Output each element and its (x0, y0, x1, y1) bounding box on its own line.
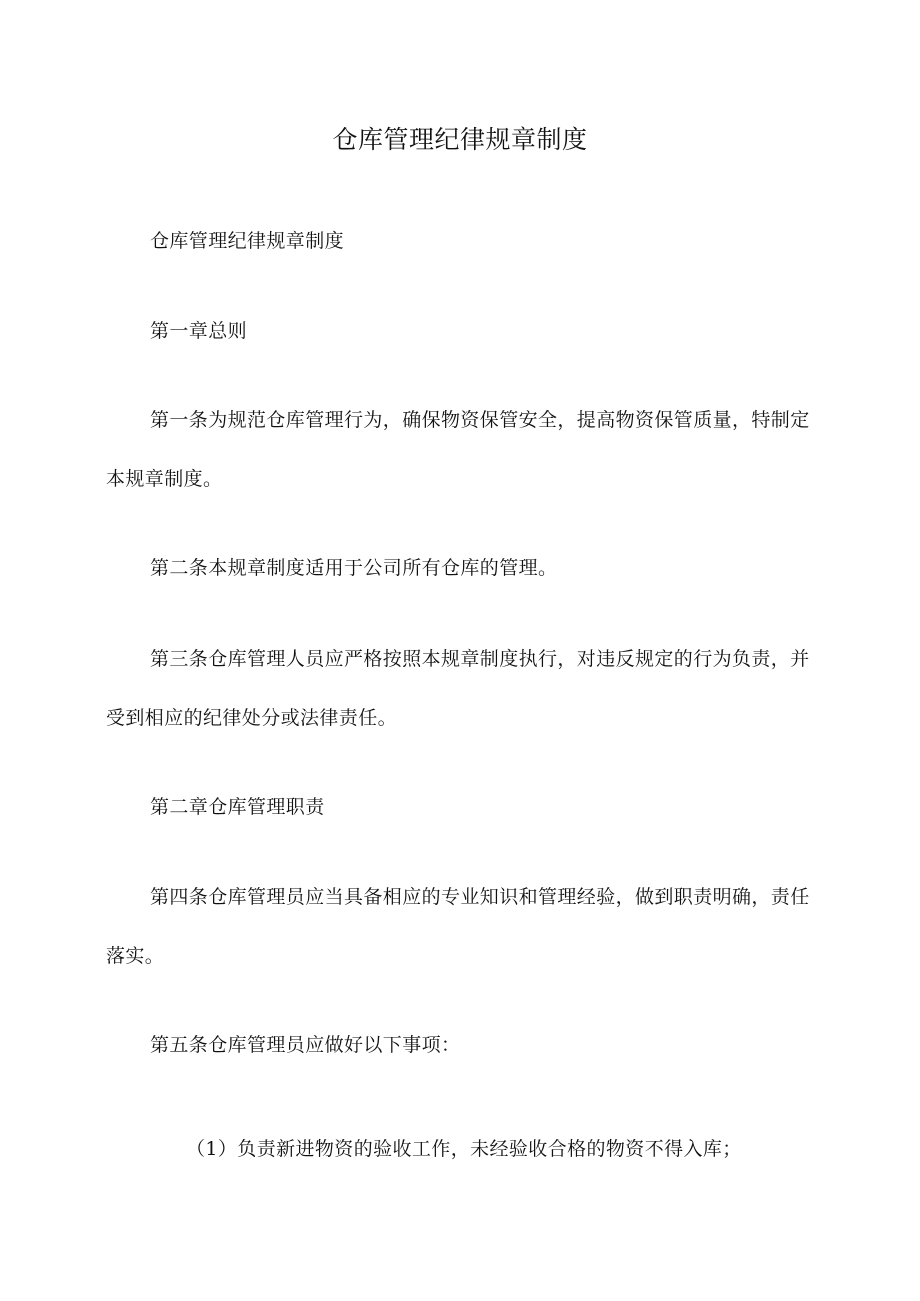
chapter-heading-1: 第一章总则 (150, 320, 248, 342)
article-5: 第五条仓库管理员应做好以下事项： (150, 1034, 461, 1056)
article-1: 第一条为规范仓库管理行为，确保物资保管安全，提高物资保管质量，特制定本规章制度。 (106, 409, 810, 490)
article-2: 第二条本规章制度适用于公司所有仓库的管理。 (150, 557, 558, 579)
paragraph-subtitle: 仓库管理纪律规章制度 (150, 230, 345, 252)
article-4: 第四条仓库管理员应当具备相应的专业知识和管理经验，做到职责明确，责任落实。 (106, 886, 810, 967)
article-3: 第三条仓库管理人员应严格按照本规章制度执行，对违反规定的行为负责，并受到相应的纪律处分或法律责任。 (106, 648, 810, 729)
document-title: 仓库管理纪律规章制度 (332, 125, 588, 154)
list-item-1: （1）负责新进物资的验收工作，未经验收合格的物资不得入库； (186, 1138, 742, 1160)
chapter-heading-2: 第二章仓库管理职责 (150, 796, 325, 818)
